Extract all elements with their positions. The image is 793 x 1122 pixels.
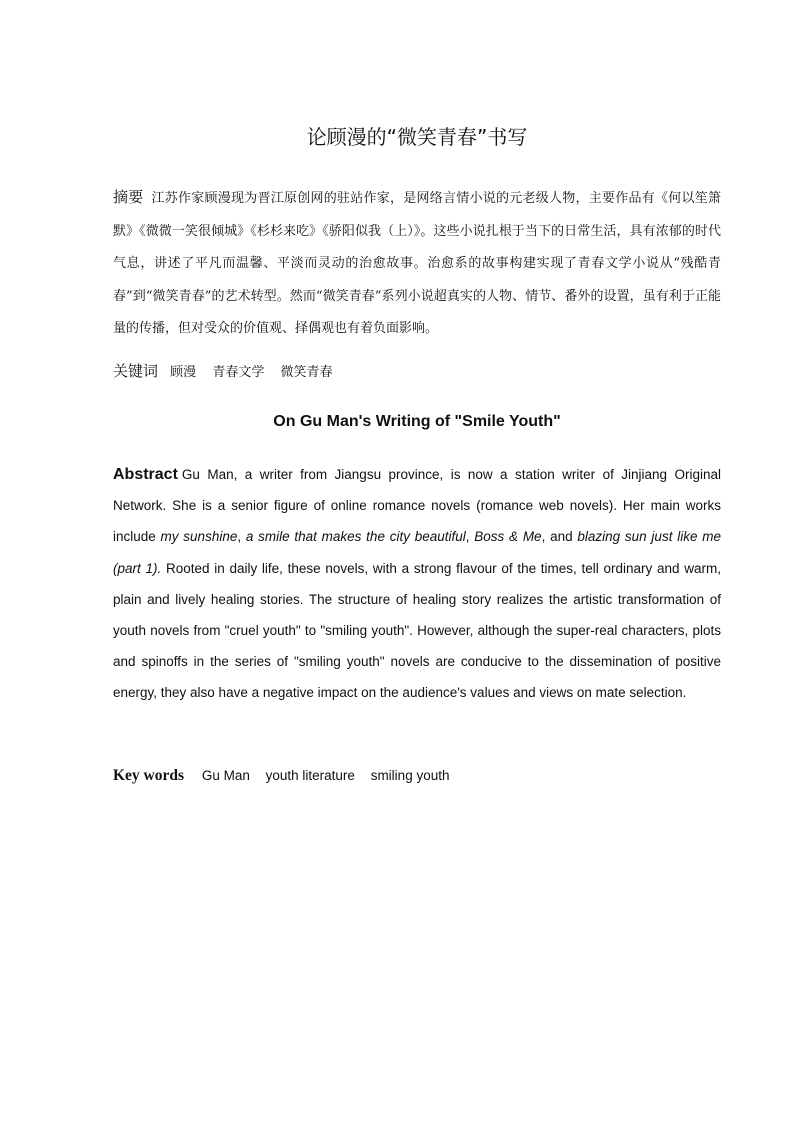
english-title: On Gu Man's Writing of "Smile Youth": [273, 413, 561, 430]
chinese-keyword: 顾漫: [170, 365, 197, 380]
chinese-abstract: [113, 181, 721, 346]
chinese-keywords-label: 关键词: [113, 362, 159, 380]
work-title: Boss & Me: [474, 529, 542, 545]
english-abstract-text: Gu Man, a writer from Jiangsu province, is now a station writer of Jinjiang Original Network. She is a senior figure of online romance novels (romance web novels). Her main works include: [113, 467, 721, 545]
work-title: blazing sun just like me (part 1).: [113, 529, 721, 576]
english-keywords: [113, 762, 721, 790]
work-title: a smile that makes the city beautiful: [245, 529, 466, 545]
chinese-title: 论顾漫的“微笑青春”书写: [306, 125, 528, 149]
english-keyword: Gu Man: [201, 768, 250, 783]
chinese-keyword: 青春文学: [212, 365, 265, 380]
english-keywords-label: Key words: [113, 767, 185, 784]
english-keyword: smiling youth: [370, 768, 450, 783]
chinese-keyword: 微笑青春: [280, 365, 333, 380]
english-keyword: youth literature: [265, 768, 355, 783]
chinese-abstract-label: 摘要: [113, 188, 144, 206]
chinese-abstract-text: 江苏作家顾漫现为晋江原创网的驻站作家，是网络言情小说的元老级人物，主要作品有《何以笙箫默》《微微一笑很倾城》《杉杉来吃》《骄阳似我（上）》。这些小说扎根于当下的日常生活，具有浓郁的时代气息，讲述了平凡而温馨、平淡而灵动的治愈故事。治愈系的故事构建实现了青春文学小说从“残酷青春”到“微笑青春”的艺术转型。然而“微笑青春”系列小说超真实的人物、情节、番外的设置，虽有利于正能量的传播，但对受众的价值观、择偶观也有着负面影响。: [113, 191, 721, 336]
separator: ,: [465, 529, 475, 545]
chinese-keywords: [113, 356, 721, 388]
separator: , and: [541, 529, 578, 545]
work-title: my sunshine: [160, 529, 238, 545]
english-abstract-text: Rooted in daily life, these novels, with a strong flavour of the times, tell ordinary and warm, plain and lively healing stories. The structure of healing story realizes the artistic transformation of youth novels from "cruel youth" to "smiling youth". However, although the super-real characters, plots and spinoffs in the series of "smiling youth" novels are conducive to the dissemination of positive energy, they also have a negative impact on the audience's values and views on mate selection.: [113, 560, 721, 701]
english-abstract-label: Abstract: [113, 466, 178, 483]
separator: ,: [237, 529, 246, 545]
english-abstract: [113, 459, 721, 709]
document-page: [113, 0, 721, 1122]
